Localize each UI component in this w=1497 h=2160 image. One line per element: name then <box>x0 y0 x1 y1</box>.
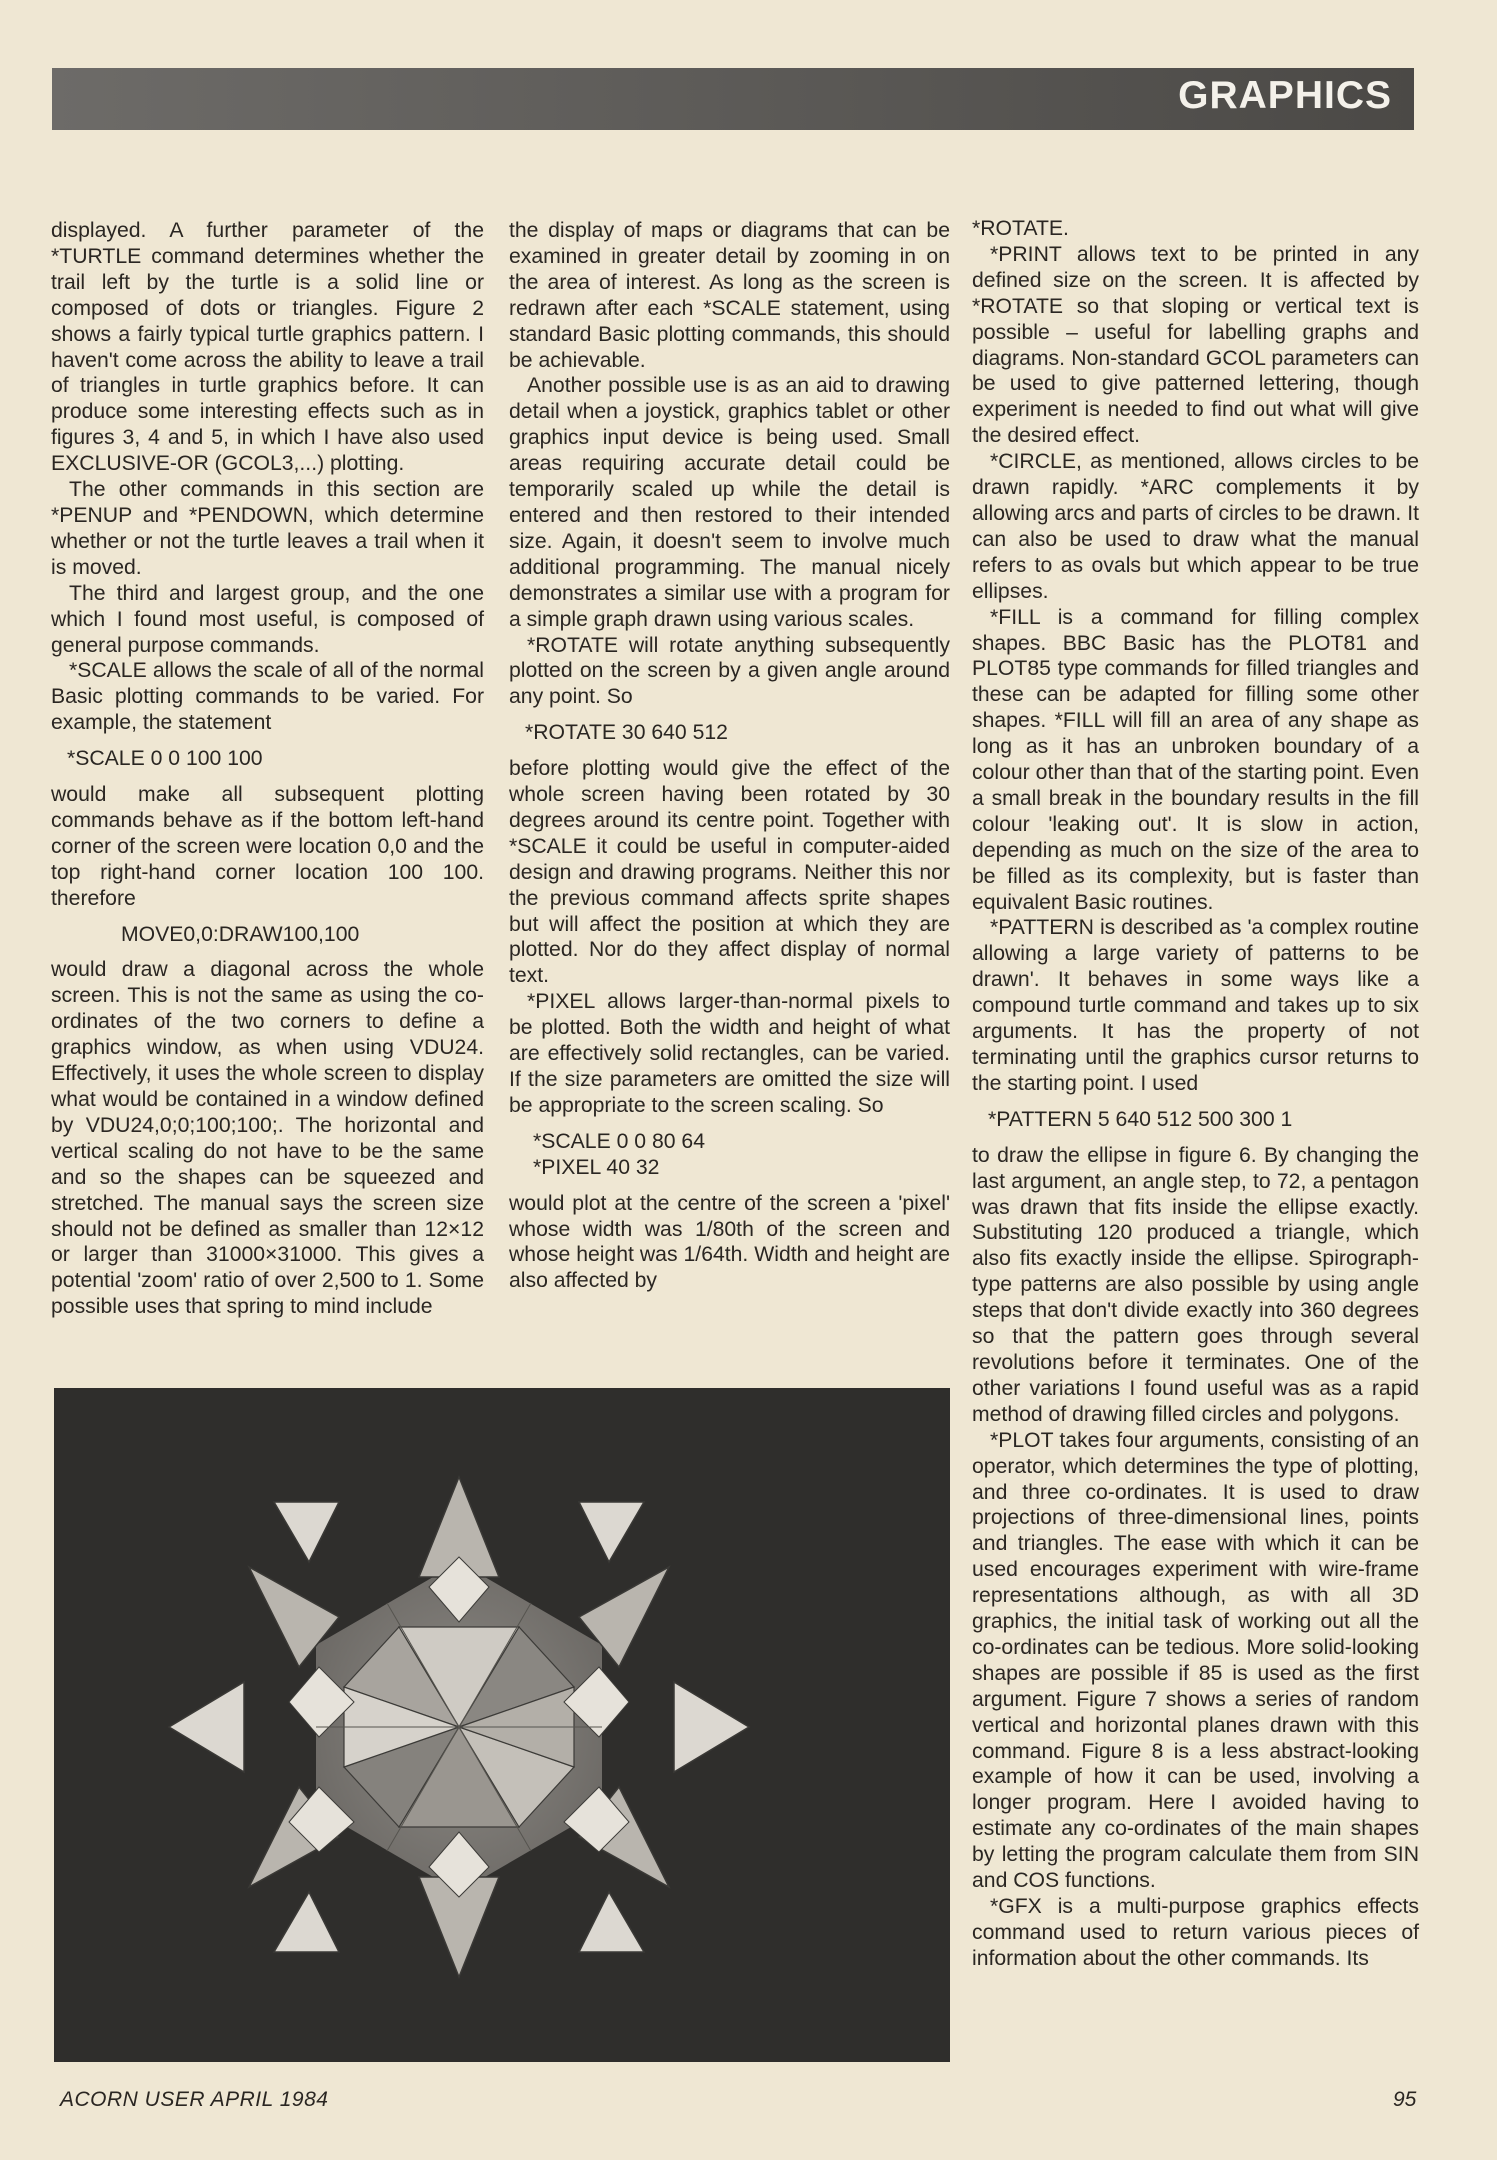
paragraph: to draw the ellipse in figure 6. By changing the last argument, an angle step, to 72, a pentagon was drawn that fits inside the ellipse exactly. Substituting 120 produced a triangle, which also fits exactly inside the ellipse. Spirograph-type patterns are also possible by using angle steps that don't divide exactly into 360 degrees so that the pattern goes through several revolutions before it terminates. One of the other variations I found useful was as a rapid method of drawing filled circles and polygons. <box>972 1143 1419 1426</box>
paragraph: *GFX is a multi-purpose graphics effects command used to return various pieces of information about the other commands. Its <box>972 1895 1419 1970</box>
paragraph: *FILL is a command for filling complex shapes. BBC Basic has the PLOT81 and PLOT85 type commands for filled triangles and these can be adapted for filling some other shapes. *FILL will fill an area of any shape as long as it has an unbroken boundary of a colour other than that of the starting point. Even a small break in the boundary results in the fill colour 'leaking out'. It is slow in action, depending as much on the size of the area to be filled as its complexity, but is faster than equivalent Basic routines. <box>972 605 1419 914</box>
paragraph: before plotting would give the effect of the whole screen having been rotated by 30 degrees around its centre point. Together with *SCALE it could be useful in computer-aided design and drawing programs. Neither this nor the previous command affects sprite shapes but will affect the position at which they are plotted. Nor do they affect display of normal text. <box>509 757 950 988</box>
paragraph: displayed. A further parameter of the *TURTLE command determines whether the trail left by the turtle is a solid line or composed of dots or triangles. Figure 2 shows a fairly typical turtle graphics pattern. I haven't come across the ability to leave a trail of triangles in turtle graphics before. It can produce some interesting effects such as in figures 3, 4 and 5, in which I have also used EXCLUSIVE-OR (GCOL3,...) plotting. <box>51 219 484 476</box>
code-line: *ROTATE 30 640 512 <box>525 721 728 745</box>
code-line: *SCALE 0 0 80 64 <box>533 1129 705 1153</box>
paragraph: *ROTATE will rotate anything subsequently plotted on the screen by a given angle around any point. So <box>509 633 950 709</box>
paragraph: *ROTATE. <box>972 217 1069 240</box>
paragraph: would make all subsequent plotting commands behave as if the bottom left-hand corner of the screen were location 0,0 and the top right-hand corner location 100 100. therefore <box>51 783 484 910</box>
paragraph: the display of maps or diagrams that can be examined in greater detail by zooming in on the area of interest. As long as the screen is redrawn after each *SCALE statement, using standard Basic plotting commands, this should be achievable. <box>509 219 950 372</box>
paragraph: The third and largest group, and the one which I found most useful, is composed of general purpose commands. <box>51 581 484 657</box>
paragraph: would plot at the centre of the screen a 'pixel' whose width was 1/80th of the screen and whose height was 1/64th. Width and height are also affected by <box>509 1191 950 1293</box>
paragraph: *PATTERN is described as 'a complex routine allowing a large variety of patterns to be drawn'. It behaves in some ways like a compound turtle command and takes up to six arguments. It has the property of not terminating until the graphics cursor returns to the starting point. I used <box>972 916 1419 1095</box>
paragraph: *SCALE allows the scale of all of the normal Basic plotting commands to be varied. For example, the statement <box>51 659 484 735</box>
page-number: 95 <box>1393 2088 1417 2111</box>
paragraph: *PRINT allows text to be printed in any defined size on the screen. It is affected by *ROTATE so that sloping or vertical text is possible – useful for labelling graphs and diagrams. Non-standard GCOL parameters can be used to give patterned lettering, though experiment is needed to find out what will give the desired effect. <box>972 242 1419 448</box>
code-line: *SCALE 0 0 100 100 <box>67 747 263 771</box>
paragraph: The other commands in this section are *PENUP and *PENDOWN, which determine whether or not the turtle leaves a trail when it is moved. <box>51 478 484 579</box>
code-line: *PIXEL 40 32 <box>533 1155 660 1179</box>
article-column-2 <box>509 218 950 1294</box>
publication-footer: ACORN USER APRIL 1984 <box>60 2088 329 2111</box>
section-banner <box>52 68 1414 130</box>
paragraph: *PLOT takes four arguments, consisting of an operator, which determines the type of plotting, and three co-ordinates. It is used to draw projections of three-dimensional lines, points and triangles. The ease with which it can be used encourages experiment with wire-frame representations although, as with all 3D graphics, the initial task of working out all the co-ordinates can be tedious. More solid-looking shapes are possible if 85 is used as the first argument. Figure 7 shows a series of random vertical and horizontal planes drawn with this command. Figure 8 is a less abstract-looking example of how it can be used, involving a longer program. Here I avoided having to estimate any co-ordinates of the main shapes by letting the program calculate them from SIN and COS functions. <box>972 1428 1419 1893</box>
code-line: *PATTERN 5 640 512 500 300 1 <box>988 1107 1293 1131</box>
paragraph: *PIXEL allows larger-than-normal pixels to be plotted. Both the width and height of what are effectively solid rectangles, can be varied. If the size parameters are omitted the size will be appropriate to the screen scaling. So <box>509 990 950 1117</box>
article-column-3 <box>972 216 1419 1972</box>
turtle-graphics-figure <box>54 1388 950 2062</box>
paragraph: Another possible use is as an aid to drawing detail when a joystick, graphics tablet or other graphics input device is being used. Small areas requiring accurate detail could be temporarily scaled up while the detail is entered and then restored to their intended size. Again, it doesn't seem to involve much additional programming. The manual nicely demonstrates a similar use with a program for a simple graph drawn using various scales. <box>509 374 950 631</box>
paragraph: would draw a diagonal across the whole screen. This is not the same as using the co-ordinates of the two corners to define a graphics window, as when using VDU24. Effectively, it uses the whole screen to display what would be contained in a window defined by VDU24,0;0;100;100;. The horizontal and vertical scaling do not have to be the same and so the shapes can be squeezed and stretched. The manual says the screen size should not be defined as smaller than 12×12 or larger than 31000×31000. This gives a potential 'zoom' ratio of over 2,500 to 1. Some possible uses that spring to mind include <box>51 958 484 1319</box>
article-column-1 <box>51 218 484 1320</box>
code-line: MOVE0,0:DRAW100,100 <box>121 922 360 946</box>
section-title: GRAPHICS <box>1178 74 1392 117</box>
paragraph: *CIRCLE, as mentioned, allows circles to be drawn rapidly. *ARC complements it by allowing arcs and parts of circles to be drawn. It can also be used to draw what the manual refers to as ovals but which appear to be true ellipses. <box>972 450 1419 603</box>
snowflake-pattern-image <box>54 1388 950 2062</box>
